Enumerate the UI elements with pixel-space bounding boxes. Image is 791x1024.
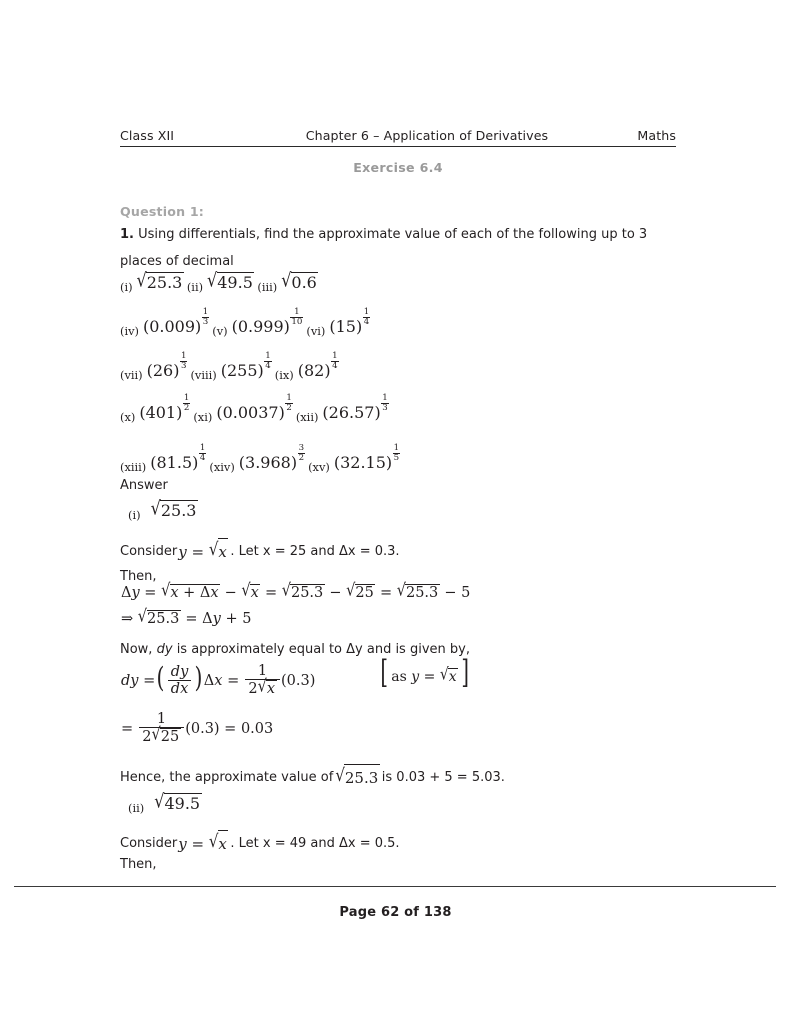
item-expr-xiii: (81.5) $\frac{1}{4}$: [150, 443, 206, 473]
item-roman-viii: (viii): [190, 368, 217, 383]
item-expr-xv: (32.15) $\frac{1}{5}$: [333, 443, 400, 473]
item-roman-xv: (xv): [308, 460, 330, 475]
header-class: Class XII: [120, 128, 175, 143]
item-exp-num-v: 1: [290, 308, 303, 318]
answer-part-i-consider: [120, 536, 400, 565]
item-radicand-iii: 0.6: [291, 273, 317, 292]
page-header: [120, 128, 676, 143]
item-exp-den-vi: 4: [363, 317, 370, 328]
item-exp-num-x: 1: [183, 393, 190, 404]
item-exp-den-xi: 2: [286, 403, 292, 414]
item-roman-x: (x): [120, 410, 136, 425]
item-base-xiv: 3.968: [245, 453, 291, 473]
item-base-viii: 255: [226, 361, 258, 381]
item-expr-xi: (0.0037) $\frac{1}{2}$: [216, 393, 292, 423]
function-definition-ii: y = √x: [178, 835, 228, 853]
item-exp-num-ix: 1: [332, 351, 338, 362]
item-roman-xii: (xii): [295, 410, 319, 425]
item-base-v: 0.999: [237, 317, 284, 337]
question-item-row-3: [120, 351, 342, 383]
item-exp-num-iv: 1: [202, 307, 209, 318]
answer-part-ii-consider: [120, 828, 400, 857]
item-base-x: 401: [145, 403, 177, 423]
item-roman-vii: (vii): [120, 368, 143, 383]
question-number: 1.: [120, 227, 134, 242]
question-item-row-4: [120, 393, 392, 425]
item-radicand-i: 25.3: [146, 273, 183, 292]
item-roman-xi: (xi): [193, 410, 213, 425]
item-base-vi: 15: [335, 317, 356, 337]
answer-part-ii-then: Then,: [120, 857, 157, 872]
item-expr-v: (0.999) $\frac{1}{10}$: [231, 307, 303, 337]
dy-equation-bracket-note: [ as y = √x ]: [380, 654, 470, 691]
item-exp-num-xiv: 3: [298, 443, 305, 454]
item-exp-num-vii: 1: [180, 351, 187, 362]
item-base-ix: 82: [304, 361, 325, 381]
hence-suffix: is 0.03 + 5 = 5.03.: [381, 770, 505, 785]
item-expr-i: √25.3: [136, 268, 183, 292]
function-definition-i: y = √x: [178, 543, 228, 561]
item-roman-vi: (vi): [306, 324, 326, 339]
item-exp-num-xiii: 1: [199, 443, 206, 454]
answer-heading: Answer: [120, 478, 168, 493]
dy-equation-line2: = $\frac{1}{2√25}$ (0.3) = 0.03: [121, 711, 274, 746]
question-item-row-5: [120, 443, 403, 475]
item-exp-den-viii: 4: [265, 361, 271, 372]
item-base-xv: 32.15: [340, 453, 386, 473]
header-divider: [120, 146, 676, 147]
delta-y-equation: Δy = √x + Δx − √x = √25.3 − √25 = √25.3 − 5: [121, 581, 471, 601]
item-roman-ix: (ix): [274, 368, 294, 383]
question-body: Using differentials, find the approximate value of each of the following up to 3 places of decimal: [120, 227, 648, 269]
dy-equation-line1: dy =( $\frac{dy}{dx}$ ) Δx = $\frac{1}{2√x}$ (0.3): [121, 660, 316, 698]
item-exp-den-vii: 3: [180, 361, 187, 372]
answer-part-i-conclusion: [120, 762, 505, 791]
item-radicand-ii: 49.5: [217, 273, 253, 292]
header-subject: Maths: [637, 128, 676, 143]
consider-suffix-i: . Let x = 25 and Δx = 0.3.: [230, 544, 400, 559]
item-expr-iv: (0.009) $\frac{1}{3}$: [142, 307, 209, 337]
item-expr-ix: (82) $\frac{1}{4}$: [297, 351, 338, 381]
item-exp-den-iv: 3: [202, 317, 209, 328]
item-expr-iii: √0.6: [281, 268, 317, 292]
item-exp-den-xiv: 2: [298, 453, 305, 464]
hence-radicand: 25.3: [344, 764, 379, 792]
dy-approximation-note: [120, 636, 470, 663]
exercise-title: Exercise 6.4: [353, 160, 443, 175]
item-exp-num-xi: 1: [286, 393, 292, 404]
item-exp-den-x: 2: [183, 403, 190, 414]
item-exp-num-viii: 1: [265, 351, 271, 362]
item-exp-den-xiii: 4: [199, 453, 206, 464]
implies-equation: ⇒ √25.3 = Δy + 5: [121, 607, 252, 627]
item-base-xi: 0.0037: [222, 403, 279, 423]
item-expr-vii: (26) $\frac{1}{3}$: [146, 351, 187, 381]
item-exp-num-vi: 1: [363, 307, 370, 318]
item-exp-num-xv: 1: [393, 443, 400, 454]
item-roman-xiii: (xiii): [120, 460, 147, 475]
hence-prefix: Hence, the approximate value of: [120, 770, 334, 785]
item-expr-vi: (15) $\frac{1}{4}$: [329, 307, 370, 337]
item-exp-den-xii: 3: [382, 403, 388, 414]
item-expr-x: (401) $\frac{1}{2}$: [139, 393, 190, 423]
item-expr-xii: (26.57) $\frac{1}{3}$: [322, 393, 388, 423]
answer-part-ii-expr: (ii) √49.5: [128, 789, 201, 815]
item-exp-den-ix: 4: [332, 361, 338, 372]
answer-part-i-expr: (i) √25.3: [128, 496, 197, 522]
item-roman-ii: (ii): [186, 280, 204, 294]
now-prefix: Now,: [120, 642, 153, 657]
question-text: [120, 221, 666, 275]
answer-part-ii-roman: (ii): [128, 801, 145, 815]
item-base-xiii: 81.5: [156, 453, 193, 473]
item-roman-v: (v): [212, 324, 228, 339]
header-chapter: Chapter 6 – Application of Derivatives: [305, 128, 549, 143]
item-exp-num-xii: 1: [382, 393, 388, 404]
item-expr-ii: √49.5: [207, 268, 253, 292]
item-base-xii: 26.57: [328, 403, 375, 423]
dy-symbol: dy: [156, 642, 173, 657]
consider-prefix-ii: Consider: [120, 836, 178, 851]
item-roman-xiv: (xiv): [209, 460, 235, 475]
item-expr-xiv: (3.968) $\frac{3}{2}$: [238, 443, 305, 473]
answer-part-ii-radicand: 49.5: [164, 794, 201, 813]
item-roman-iii: (iii): [257, 280, 278, 294]
hence-radical: √25.3: [335, 769, 379, 787]
page-number: Page 62 of 138: [339, 905, 452, 920]
consider-suffix-ii: . Let x = 49 and Δx = 0.5.: [230, 836, 400, 851]
question-item-row-1: [120, 268, 321, 294]
answer-part-i-radicand: 25.3: [160, 501, 197, 520]
answer-part-i-roman: (i): [128, 508, 141, 522]
answer-part-i-then: Then,: [120, 569, 157, 584]
item-exp-den-v: 10: [291, 317, 303, 328]
item-roman-iv: (iv): [120, 324, 139, 339]
item-expr-viii: (255) $\frac{1}{4}$: [220, 351, 271, 381]
question-item-row-2: [120, 307, 373, 339]
question-label: Question 1:: [120, 204, 205, 219]
now-suffix: is approximately equal to Δy and is given by,: [176, 642, 470, 657]
consider-prefix-i: Consider: [120, 544, 178, 559]
item-exp-den-xv: 5: [393, 453, 400, 464]
item-base-vii: 26: [152, 361, 174, 381]
item-roman-i: (i): [120, 280, 133, 294]
item-base-iv: 0.009: [149, 317, 196, 337]
footer-divider: [14, 886, 776, 887]
